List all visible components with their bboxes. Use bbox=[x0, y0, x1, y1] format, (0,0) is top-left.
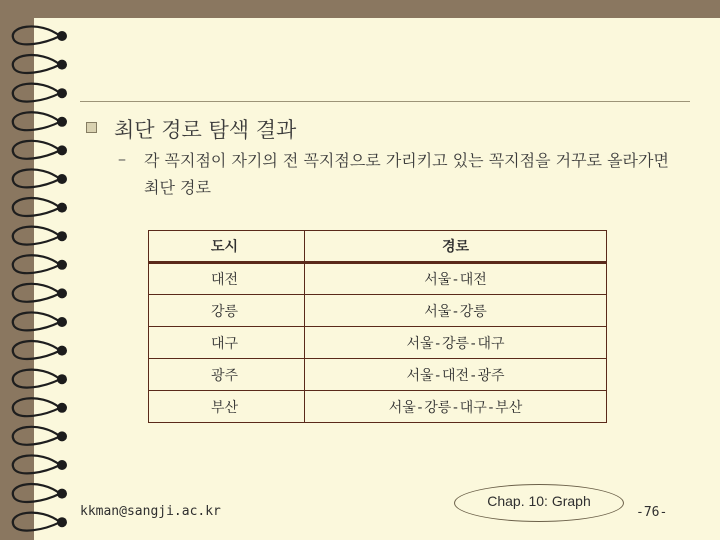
binding-ring bbox=[13, 255, 60, 273]
binding-hole bbox=[57, 174, 67, 184]
footer-chapter-label: Chap. 10: Graph bbox=[487, 493, 591, 509]
title-divider bbox=[80, 101, 690, 102]
binding-ring bbox=[13, 227, 60, 245]
city-cell: 부산 bbox=[149, 391, 305, 423]
binding-ring bbox=[13, 427, 60, 445]
binding-ring bbox=[13, 84, 60, 102]
binding-hole bbox=[57, 403, 67, 413]
binding-ring bbox=[13, 26, 60, 44]
table-row bbox=[149, 327, 607, 359]
footer-chapter-badge bbox=[454, 484, 624, 522]
binding-ring bbox=[13, 484, 60, 502]
binding-hole bbox=[57, 260, 67, 270]
binding-ring bbox=[13, 455, 60, 473]
binding-ring bbox=[13, 169, 60, 187]
city-cell: 대구 bbox=[149, 327, 305, 359]
square-bullet-icon bbox=[86, 122, 97, 133]
binding-ring bbox=[13, 55, 60, 73]
route-cell: 서울-대전 bbox=[305, 263, 607, 295]
dash-bullet-icon: – bbox=[118, 149, 126, 168]
binding-hole bbox=[57, 231, 67, 241]
binding-hole bbox=[57, 117, 67, 127]
binding-ring bbox=[13, 370, 60, 388]
spiral-binding bbox=[0, 0, 80, 540]
header-route: 경로 bbox=[305, 231, 607, 263]
table-row bbox=[149, 391, 607, 423]
route-cell: 서울-강릉 bbox=[305, 295, 607, 327]
binding-hole bbox=[57, 88, 67, 98]
table-header-row bbox=[149, 231, 607, 263]
header-city: 도시 bbox=[149, 231, 305, 263]
binding-hole bbox=[57, 346, 67, 356]
binding-ring bbox=[13, 341, 60, 359]
binding-ring bbox=[13, 513, 60, 531]
binding-ring bbox=[13, 141, 60, 159]
footer-page-number: -76- bbox=[636, 505, 668, 520]
binding-ring bbox=[13, 198, 60, 216]
binding-hole bbox=[57, 374, 67, 384]
binding-ring bbox=[13, 398, 60, 416]
binding-hole bbox=[57, 288, 67, 298]
binding-hole bbox=[57, 317, 67, 327]
binding-hole bbox=[57, 517, 67, 527]
binding-hole bbox=[57, 31, 67, 41]
route-cell: 서울-대전-광주 bbox=[305, 359, 607, 391]
route-table bbox=[148, 230, 607, 423]
city-cell: 대전 bbox=[149, 263, 305, 295]
table-row bbox=[149, 295, 607, 327]
binding-hole bbox=[57, 489, 67, 499]
footer-email: kkman@sangji.ac.kr bbox=[80, 504, 221, 519]
binding-ring bbox=[13, 312, 60, 330]
route-cell: 서울-강릉-대구 bbox=[305, 327, 607, 359]
slide-heading: 최단 경로 탐색 결과 bbox=[114, 118, 297, 142]
sub-bullet-text: 각 꼭지점이 자기의 전 꼭지점으로 가리키고 있는 꼭지점을 거꾸로 올라가면 최단 경로 bbox=[144, 151, 669, 197]
binding-hole bbox=[57, 145, 67, 155]
binding-ring bbox=[13, 284, 60, 302]
city-cell: 광주 bbox=[149, 359, 305, 391]
binding-hole bbox=[57, 431, 67, 441]
binding-hole bbox=[57, 460, 67, 470]
city-cell: 강릉 bbox=[149, 295, 305, 327]
binding-ring bbox=[13, 112, 60, 130]
binding-hole bbox=[57, 60, 67, 70]
table-row bbox=[149, 359, 607, 391]
table-row bbox=[149, 263, 607, 295]
route-cell: 서울-강릉-대구-부산 bbox=[305, 391, 607, 423]
binding-hole bbox=[57, 203, 67, 213]
